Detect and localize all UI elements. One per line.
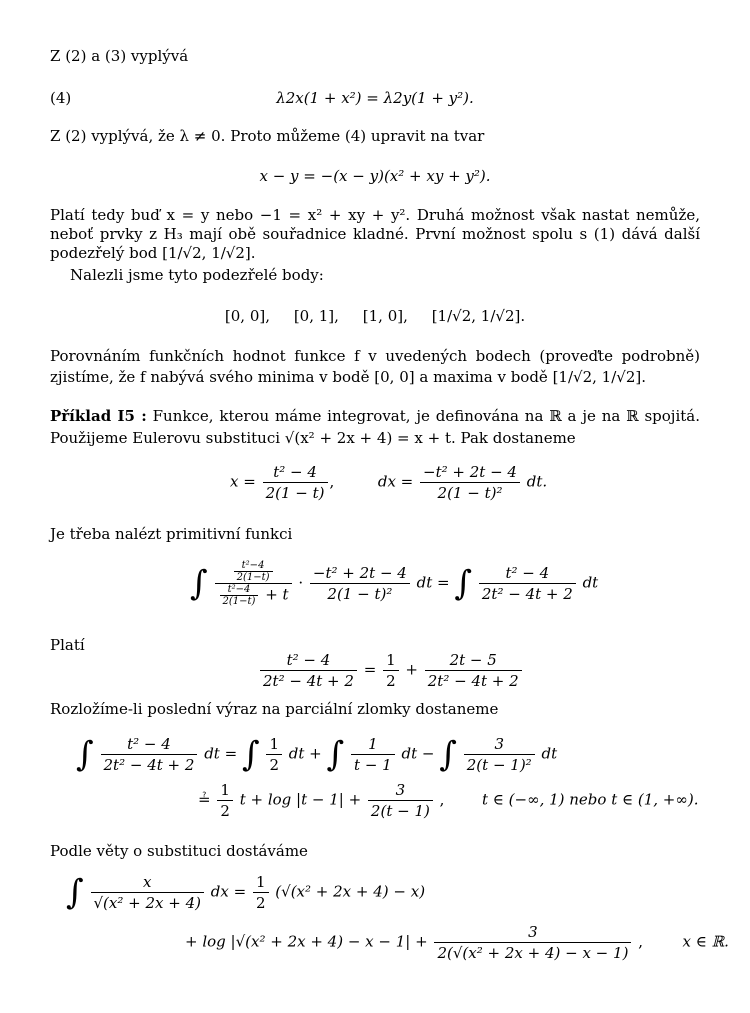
integral-equation: ∫ $\frac{\text{t²−4}}{2(1-t)}$ $\frac{\text{t²−4}}{2(1-t)}$ + t · $\frac{\text{−t² + 2t − 4}}{\text{2(1 − t)²}}$ dt = ∫ $\frac{\text{t² − 4}}{\text{2t² − 4t + 2}}$ dt xyxy=(190,560,599,607)
x-lhs: x = xyxy=(230,472,256,491)
final-integral-continued: + log |√(x² + 2x + 4) − x − 1| + $\frac{3}{\text{2(√(x² + 2x + 4) − x − 1)}}$ , x ∈ ℝ. xyxy=(185,923,729,962)
fraction: $\frac{\text{−t² + 2t − 4}}{\text{2(1 − t)²}}$ xyxy=(310,563,410,604)
points-list: [0, 0], [0, 1], [1, 0], [1/√2, 1/√2]. xyxy=(224,307,526,325)
text-line: Nalezli jsme tyto podezřelé body: xyxy=(70,266,324,284)
example-paragraph xyxy=(50,405,700,449)
fraction: $\frac{\text{−t² + 2t − 4}}{\text{2(1 − t)²}}$ xyxy=(420,462,520,503)
equation: x − y = −(x − y)(x² + xy + y²). xyxy=(259,167,491,185)
equation-4: λ2x(1 + x²) = λ2y(1 + y²). xyxy=(276,89,474,107)
paragraph: Porovnáním funkčních hodnot funkce f v uvedených bodech (proveďte podrobně) zjistíme, že f nabývá svého minima v bodě [0, 0] a maxima v bodě [1/√2, 1/√2]. xyxy=(50,347,700,386)
substitution-equations: x = $\frac{\text{t² − 4}}{2(1 - t)}$ , dx = $\frac{\text{−t² + 2t − 4}}{\text{2(1 − t)²}}$ dt. xyxy=(230,463,548,502)
text-line: Z (2) a (3) vyplývá xyxy=(50,47,189,65)
integral-sign: ∫ xyxy=(454,563,473,604)
fraction: $\frac{\text{t² − 4}}{\text{2t² − 4t + 2}}$ xyxy=(479,563,576,604)
dt: dt xyxy=(582,573,599,592)
final-integral: ∫ $\frac{x}{\text{√(x² + 2x + 4)}}$ dx = $\frac{1}{2}$ (√(x² + 2x + 4) − x) xyxy=(66,872,426,913)
fraction: $\frac{\text{t² − 4}}{2(1 - t)}$ xyxy=(263,462,328,503)
text-line: Z (2) vyplývá, že λ ≠ 0. Proto můžeme (4) upravit na tvar xyxy=(50,127,485,145)
text-line: Rozložíme-li poslední výraz na parciální zlomky dostaneme xyxy=(50,700,499,718)
example-text: Funkce, kterou máme integrovat, je definována na ℝ a je na ℝ spojitá. Použijeme Eulerovu substituci √(x² + 2x + 4) = x + t. Pak dostaneme xyxy=(50,407,700,447)
partial-fraction-integral: ∫ $\frac{\text{t² − 4}}{\text{2t² − 4t + 2}}$ dt = ∫ $\frac{1}{2}$ dt + ∫ $\frac{1}{t - 1}$ dt − ∫ $\frac{3}{\text{2(t − 1)²}}$ dt xyxy=(76,734,558,775)
partial-equation: $\frac{\text{t² − 4}}{\text{2t² − 4t + 2}}$ = $\frac{1}{2}$ + $\frac{2t - 5}{\text{2t² − 4t + 2}}$ xyxy=(258,650,524,691)
text-line: Je třeba nalézt primitivní funkci xyxy=(50,525,293,543)
dt-equals: dt = xyxy=(416,573,450,592)
text-line: Podle věty o substituci dostáváme xyxy=(50,842,308,860)
integral-sign: ∫ xyxy=(190,563,208,604)
partial-fraction-result: ≟ $\frac{1}{2}$ t + log |t − 1| + $\frac{3}{2(t - 1)}$ , t ∈ (−∞, 1) nebo t ∈ (1, +∞). xyxy=(198,781,699,820)
text-line: Platí xyxy=(50,636,85,654)
compound-fraction: $\frac{\text{t²−4}}{2(1-t)}$ $\frac{\text{t²−4}}{2(1-t)}$ + t xyxy=(215,560,292,607)
equation-number: (4) xyxy=(50,89,72,107)
dx-tail: dt. xyxy=(526,472,548,491)
paragraph: Platí tedy buď x = y nebo −1 = x² + xy + y². Druhá možnost však nastat nemůže, neboť prvky z H₃ mají obě souřadnice kladné. První možnost spolu s (1) dává další podezřelý bod [1/√2, 1/√2]. xyxy=(50,206,700,262)
dx-lhs: dx = xyxy=(377,472,414,491)
example-label: Příklad I5 : xyxy=(50,407,147,425)
